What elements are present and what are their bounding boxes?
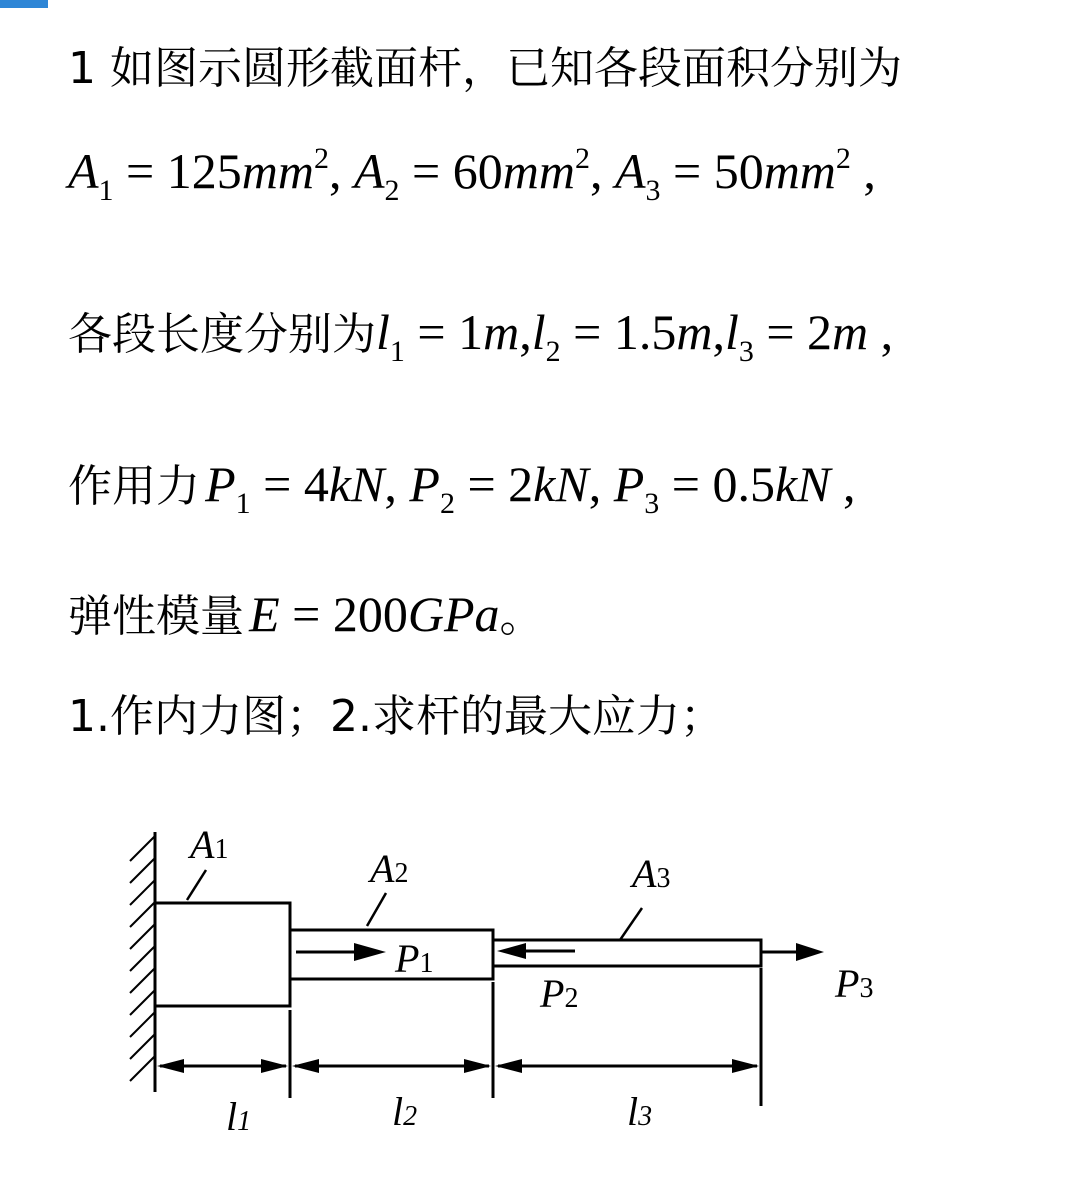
label-a1: A1 — [190, 822, 229, 867]
label-p1: P1 — [395, 936, 434, 981]
label-l1: l1 — [226, 1094, 252, 1139]
bar-segments — [155, 903, 761, 1006]
area-equation: $A_1 = 125mm^2$, $A_2 = 60mm^2$, $A_3 = 50mm^2$ , — [68, 142, 876, 207]
length-equation: 各段长度分别为$l_1 = 1m,l_2 = 1.5m,l_3 = 2m$ , — [68, 304, 894, 368]
force-equation: 作用力 $P_1 = 4kN$, $P_2 = 2kN$, $P_3 = 0.5kN$ , — [68, 456, 856, 520]
segment-2 — [290, 930, 493, 979]
corner-accent — [0, 0, 48, 8]
label-l3: l3 — [627, 1089, 653, 1134]
p3-arrow-head — [796, 943, 824, 961]
label-a3: A3 — [632, 851, 671, 896]
label-p3: P3 — [835, 961, 874, 1006]
modulus-equation: 弹性模量 E = 200GPa。 — [68, 586, 544, 642]
problem-intro: 1 如图示圆形截面杆，已知各段面积分别为 — [68, 43, 902, 94]
label-a2: A2 — [370, 846, 409, 891]
segment-3 — [493, 940, 761, 966]
label-p2: P2 — [540, 971, 579, 1016]
label-l2: l2 — [392, 1089, 418, 1134]
wall-hatching — [130, 836, 155, 1081]
segment-1 — [155, 903, 290, 1006]
bar-diagram — [0, 800, 1080, 1203]
fixed-wall — [130, 832, 155, 1081]
task-list: 1.作内力图；2.求杆的最大应力； — [68, 691, 724, 742]
